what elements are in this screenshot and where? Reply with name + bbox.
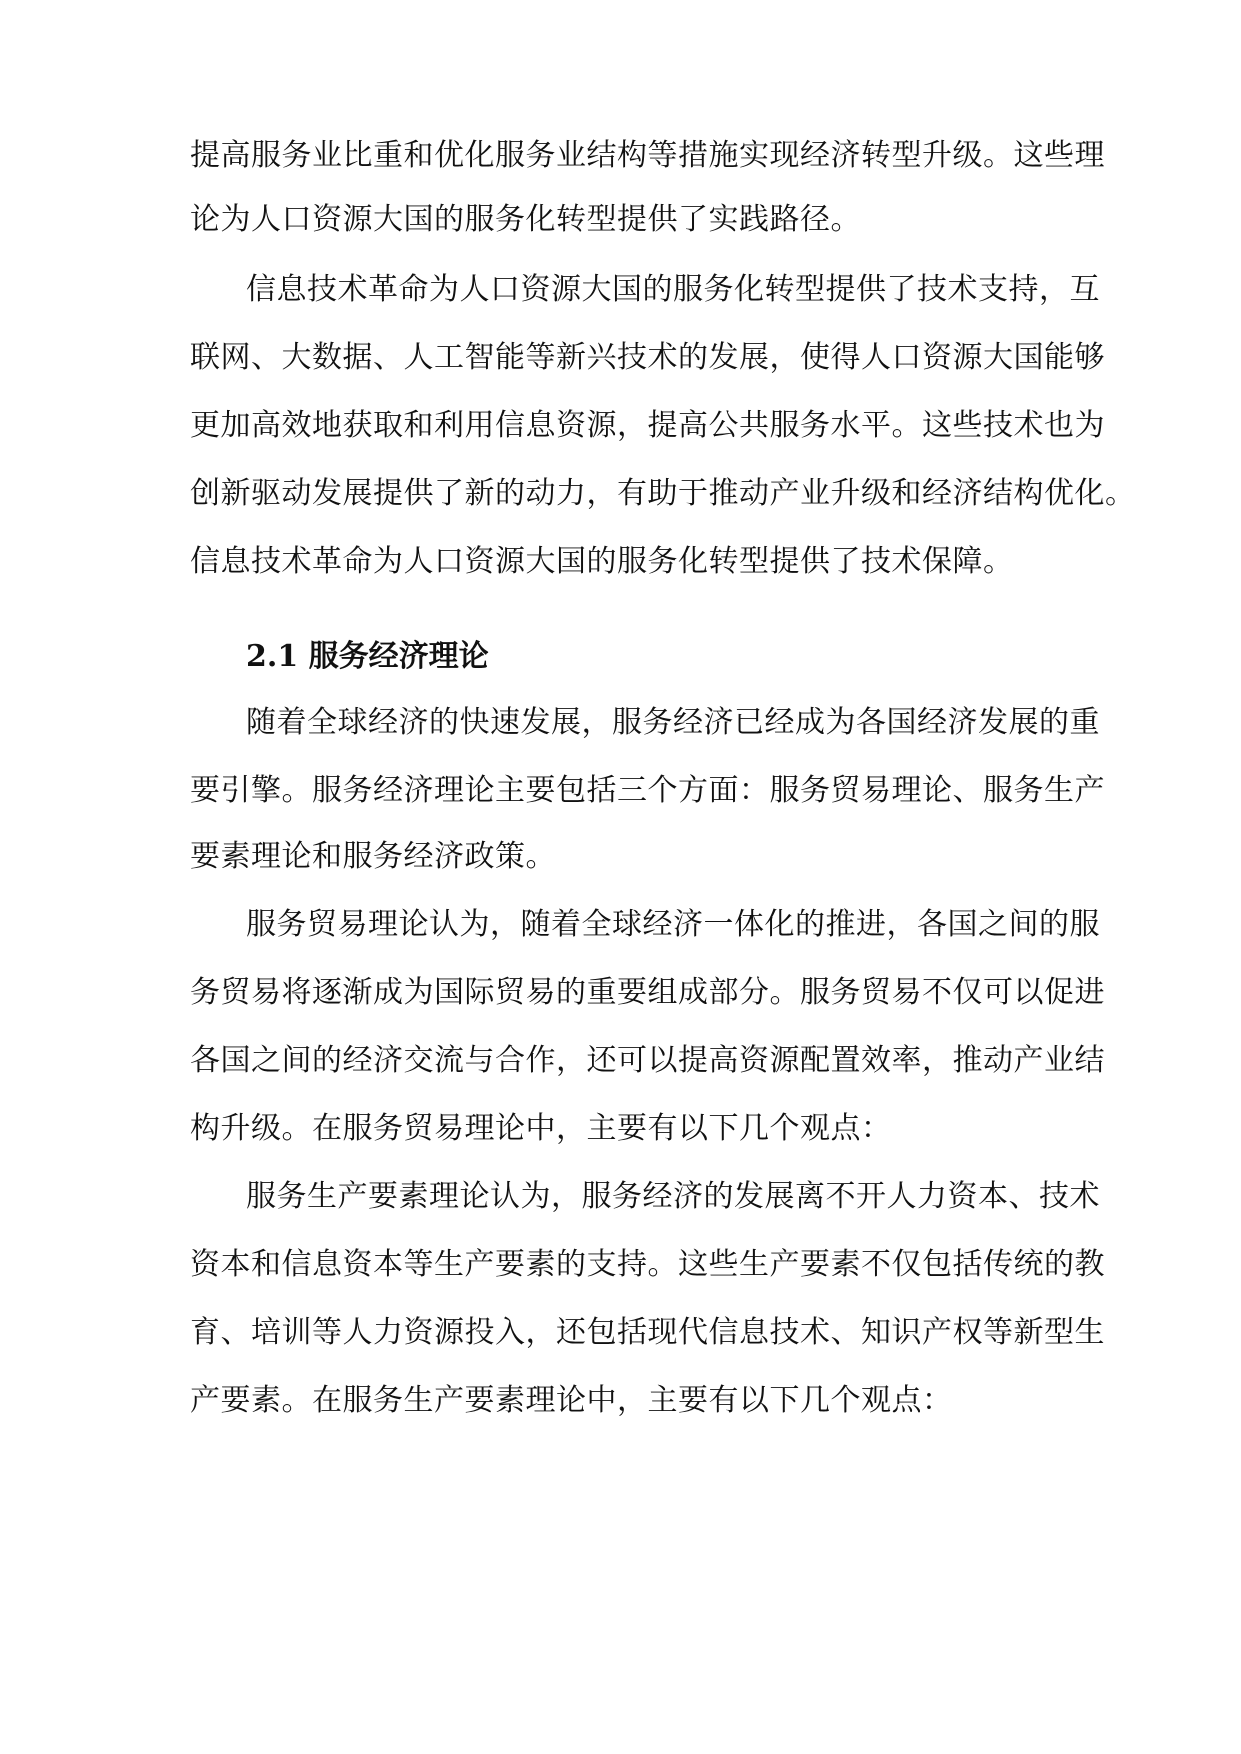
paragraph-line: 资本和信息资本等生产要素的支持。这些生产要素不仅包括传统的教 (190, 1247, 1105, 1282)
paragraph-line: 务贸易将逐渐成为国际贸易的重要组成部分。服务贸易不仅可以促进 (190, 975, 1105, 1010)
paragraph-line: 要素理论和服务经济政策。 (190, 839, 556, 874)
paragraph-line: 服务贸易理论认为，随着全球经济一体化的推进，各国之间的服 (246, 907, 1100, 942)
paragraph-line: 要引擎。服务经济理论主要包括三个方面：服务贸易理论、服务生产 (190, 773, 1105, 808)
paragraph-line: 信息技术革命为人口资源大国的服务化转型提供了技术支持，互 (246, 272, 1100, 307)
paragraph-line: 产要素。在服务生产要素理论中，主要有以下几个观点： (190, 1383, 953, 1418)
paragraph-line: 创新驱动发展提供了新的动力，有助于推动产业升级和经济结构优化。 (190, 476, 1136, 511)
paragraph-line: 更加高效地获取和利用信息资源，提高公共服务水平。这些技术也为 (190, 408, 1105, 443)
section-heading: 2.1 服务经济理论 (246, 639, 489, 674)
paragraph-line: 构升级。在服务贸易理论中，主要有以下几个观点： (190, 1111, 892, 1146)
paragraph-line: 提高服务业比重和优化服务业结构等措施实现经济转型升级。这些理 (190, 138, 1105, 173)
paragraph-line: 育、培训等人力资源投入，还包括现代信息技术、知识产权等新型生 (190, 1315, 1105, 1350)
paragraph-line: 联网、大数据、人工智能等新兴技术的发展，使得人口资源大国能够 (190, 340, 1105, 375)
paragraph-line: 随着全球经济的快速发展，服务经济已经成为各国经济发展的重 (246, 705, 1100, 740)
paragraph-line: 论为人口资源大国的服务化转型提供了实践路径。 (190, 202, 861, 237)
paragraph-line: 服务生产要素理论认为，服务经济的发展离不开人力资本、技术 (246, 1179, 1100, 1214)
paragraph-line: 各国之间的经济交流与合作，还可以提高资源配置效率，推动产业结 (190, 1043, 1105, 1078)
paragraph-line: 信息技术革命为人口资源大国的服务化转型提供了技术保障。 (190, 544, 1014, 579)
